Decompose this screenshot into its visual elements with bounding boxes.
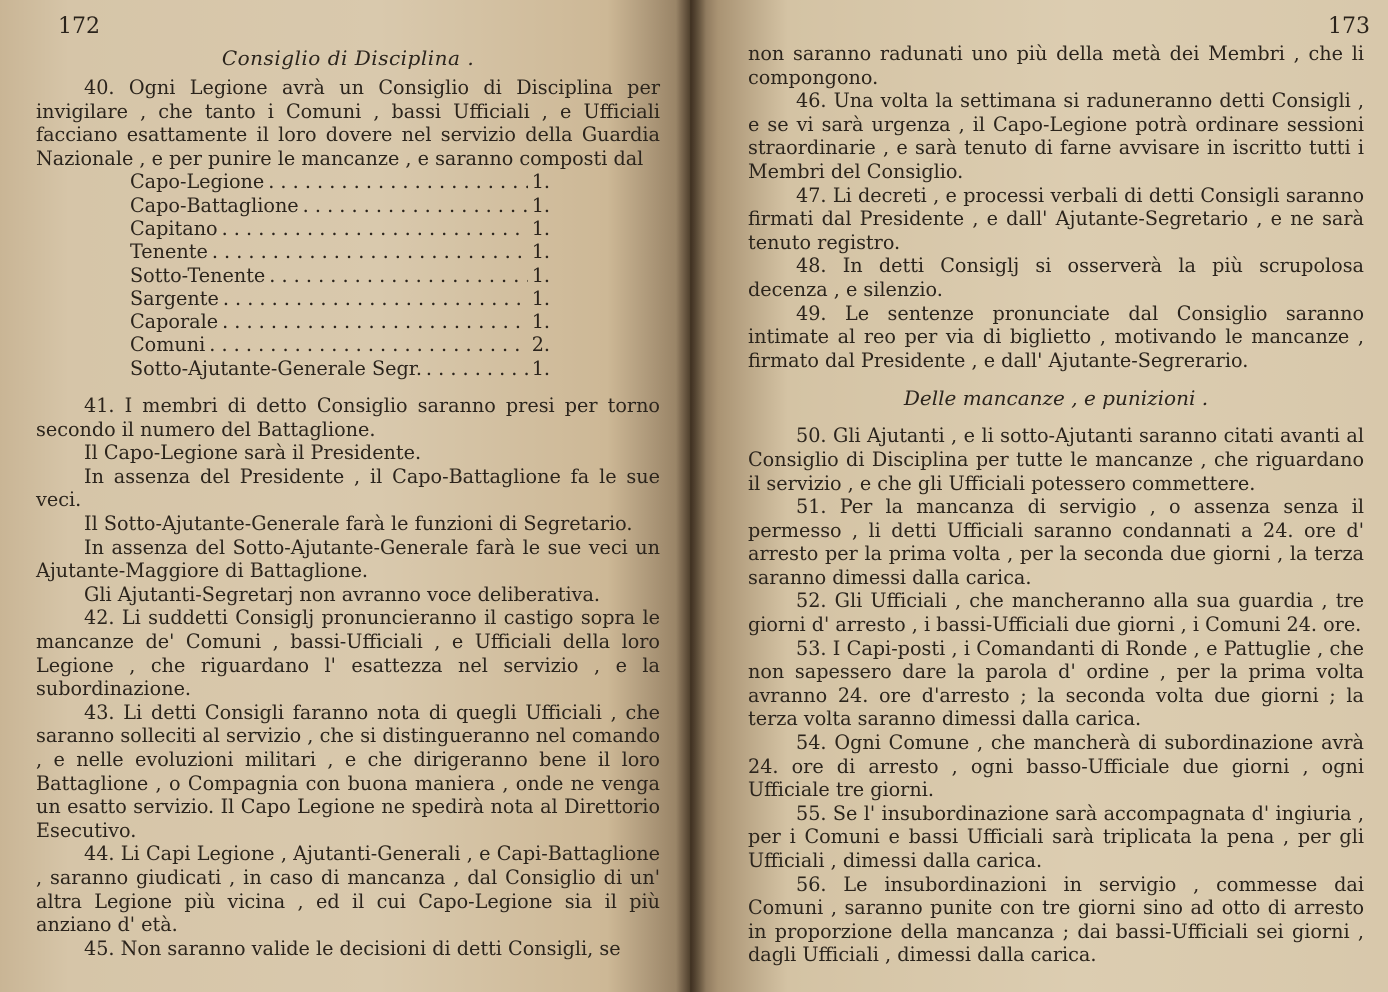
roster-row (130, 194, 550, 217)
roster-row (130, 217, 550, 240)
leader-dots (209, 333, 527, 356)
roster-count: 1. (531, 193, 550, 217)
roster-count: 1. (531, 240, 550, 264)
roster-count: 1. (531, 286, 550, 310)
roster-row (130, 333, 550, 356)
roster-count: 2. (531, 333, 550, 357)
roster-rank: Sotto-Tenente (130, 263, 266, 287)
leader-dots (223, 287, 528, 310)
leader-dots (268, 170, 527, 193)
roster-count: 1. (531, 263, 550, 287)
leader-dots (303, 194, 528, 217)
paragraph-41-absence: In assenza del Presidente , il Capo-Battaglione fa le sue veci. (36, 464, 660, 512)
roster-row (130, 264, 550, 287)
leader-dots (269, 264, 527, 287)
roster-count: 1. (531, 170, 550, 194)
leader-dots (222, 310, 528, 333)
paragraph-45: 45. Non saranno valide le decisioni di detti Consigli, se (84, 936, 621, 960)
left-page (0, 0, 690, 992)
roster-rank: Capo-Legione (130, 170, 265, 194)
paragraph-45-continuation: non saranno radunati uno più della metà dei Membri , che li compongono. (748, 42, 1364, 89)
roster-rank: Capo-Battaglione (130, 193, 299, 217)
paragraph-40: 40. Ogni Legione avrà un Consiglio di Disciplina per invigilare , che tanto i Comuni , bassi Ufficiali , e Ufficiali facciano esattamente il loro dovere nel servizio della Guardia Nazionale , e per punire le mancanze , e saranno composti dal (36, 76, 660, 170)
paragraph-41-vote: Gli Ajutanti-Segretarj non avranno voce deliberativa. (84, 582, 600, 606)
paragraph-42: 42. Li suddetti Consiglj pronuncieranno il castigo sopra le mancanze de' Comuni , bassi-Ufficiali , e Ufficiali della loro Legione , che riguardano l' esattezza nel servizio , e la subordinazione. (36, 606, 660, 701)
roster-count: 1. (531, 216, 550, 240)
paragraph-41: 41. I membri di detto Consiglio saranno presi per torno secondo il numero del Battaglione. (36, 394, 660, 441)
paragraph-47: 47. Li decreti , e processi verbali di detti Consigli saranno firmati dal Presidente , e dall' Ajutante-Segretario , e ne sarà tenuto registro. (748, 183, 1364, 254)
roster-rank: Capitano (130, 216, 218, 240)
page-number-right: 173 (1328, 14, 1370, 39)
paragraph-41-secretary: Il Sotto-Ajutante-Generale farà le funzioni di Segretario. (84, 512, 633, 536)
leader-dots (426, 357, 528, 380)
roster-count: 1. (531, 310, 550, 334)
roster-count: 1. (531, 356, 550, 380)
roster-rank: Caporale (130, 310, 219, 334)
paragraph-52: 52. Gli Ufficiali , che mancheranno alla sua guardia , tre giorni d' arresto , i bassi-Ufficiali due giorni , i Comuni 24. ore. (748, 589, 1364, 637)
paragraph-48: 48. In detti Consiglj si osserverà la più scrupolosa decenza , e silenzio. (748, 254, 1364, 301)
council-roster (130, 170, 550, 380)
paragraph-55: 55. Se l' insubordinazione sarà accompagnata d' ingiuria , per i Comuni e bassi Ufficiali sarà triplicata la pena , per gli Ufficiali , dimessi dalla carica. (748, 801, 1364, 872)
paragraph-49: 49. Le sentenze pronunciate dal Consiglio saranno intimate al reo per via di biglietto , motivando le mancanze , firmato dal Presidente , e dall' Ajutante-Segrerario. (748, 301, 1364, 372)
roster-row (130, 287, 550, 310)
paragraph-43: 43. Li detti Consigli faranno nota di quegli Ufficiali , che saranno solleciti al servizio , che si distingueranno nel comando , e nelle evoluzioni militari , e che dirigeranno bene il loro Battaglione , o Compagnia con buona maniera , onde ne venga un esatto servizio. Il Capo Legione ne spedirà nota al Direttorio Esecutivo. (36, 700, 660, 842)
paragraph-46: 46. Una volta la settimana si raduneranno detti Consigli , e se vi sarà urgenza , il Capo-Legione potrà ordinare sessioni straordinarie , e sarà tenuto di farne avvisare in iscritto tutti i Membri del Consiglio. (748, 89, 1364, 183)
book-gutter (676, 0, 706, 992)
section-heading: Delle mancanze , e punizioni . (903, 386, 1209, 411)
leader-dots (222, 217, 528, 240)
roster-row (130, 357, 550, 380)
roster-row (130, 310, 550, 333)
paragraph-41-substitute: In assenza del Sotto-Ajutante-Generale farà le sue veci un Ajutante-Maggiore di Battaglione. (36, 535, 660, 583)
roster-row (130, 170, 550, 193)
paragraph-41-president: Il Capo-Legione sarà il Presidente. (84, 441, 422, 465)
paragraph-44: 44. Li Capi Legione , Ajutanti-Generali , e Capi-Battaglione , saranno giudicati , in caso di mancanza , dal Consiglio di un' altra Legione più vicina , ed il cui Capo-Legione sia il più anziano d' età. (36, 842, 660, 937)
paragraph-56: 56. Le insubordinazioni in servigio , commesse dai Comuni , saranno punite con tre giorni sino ad otto di arresto in proporzione della mancanza ; dai bassi-Ufficiali sei giorni , dagli Ufficiali , dimessi dalla carica. (748, 872, 1364, 967)
paragraph-51: 51. Per la mancanza di servigio , o assenza senza il permesso , li detti Ufficiali saranno condannati a 24. ore d' arresto per la prima volta , per la seconda due giorni , la terza saranno dimessi dalla carica. (748, 495, 1364, 589)
running-head: Consiglio di Disciplina . (221, 46, 475, 70)
leader-dots (212, 240, 528, 263)
roster-rank: Sargente (130, 286, 219, 310)
roster-rank: Comuni (130, 333, 206, 357)
paragraph-53: 53. I Capi-posti , i Comandanti di Ronde , e Pattuglie , che non sapessero dare la parola d' ordine , per la prima volta avranno 24. ore d'arresto ; la seconda volta due giorni ; la terza volta saranno dimessi dalla carica. (748, 636, 1364, 731)
paragraph-50: 50. Gli Ajutanti , e li sotto-Ajutanti saranno citati avanti al Consiglio di Disciplina per tutte le mancanze , che riguardano il servizio , e che gli Ufficiali potessero commettere. (748, 424, 1364, 495)
roster-row (130, 240, 550, 263)
page-number-left: 172 (58, 14, 100, 39)
roster-rank: Sotto-Ajutante-Generale Segr. (130, 356, 422, 380)
paragraph-54: 54. Ogni Comune , che mancherà di subordinazione avrà 24. ore di arresto , ogni basso-Ufficiale due giorni , ogni Ufficiale tre giorni. (748, 731, 1364, 802)
roster-rank: Tenente (130, 240, 208, 264)
right-page (690, 0, 1388, 992)
